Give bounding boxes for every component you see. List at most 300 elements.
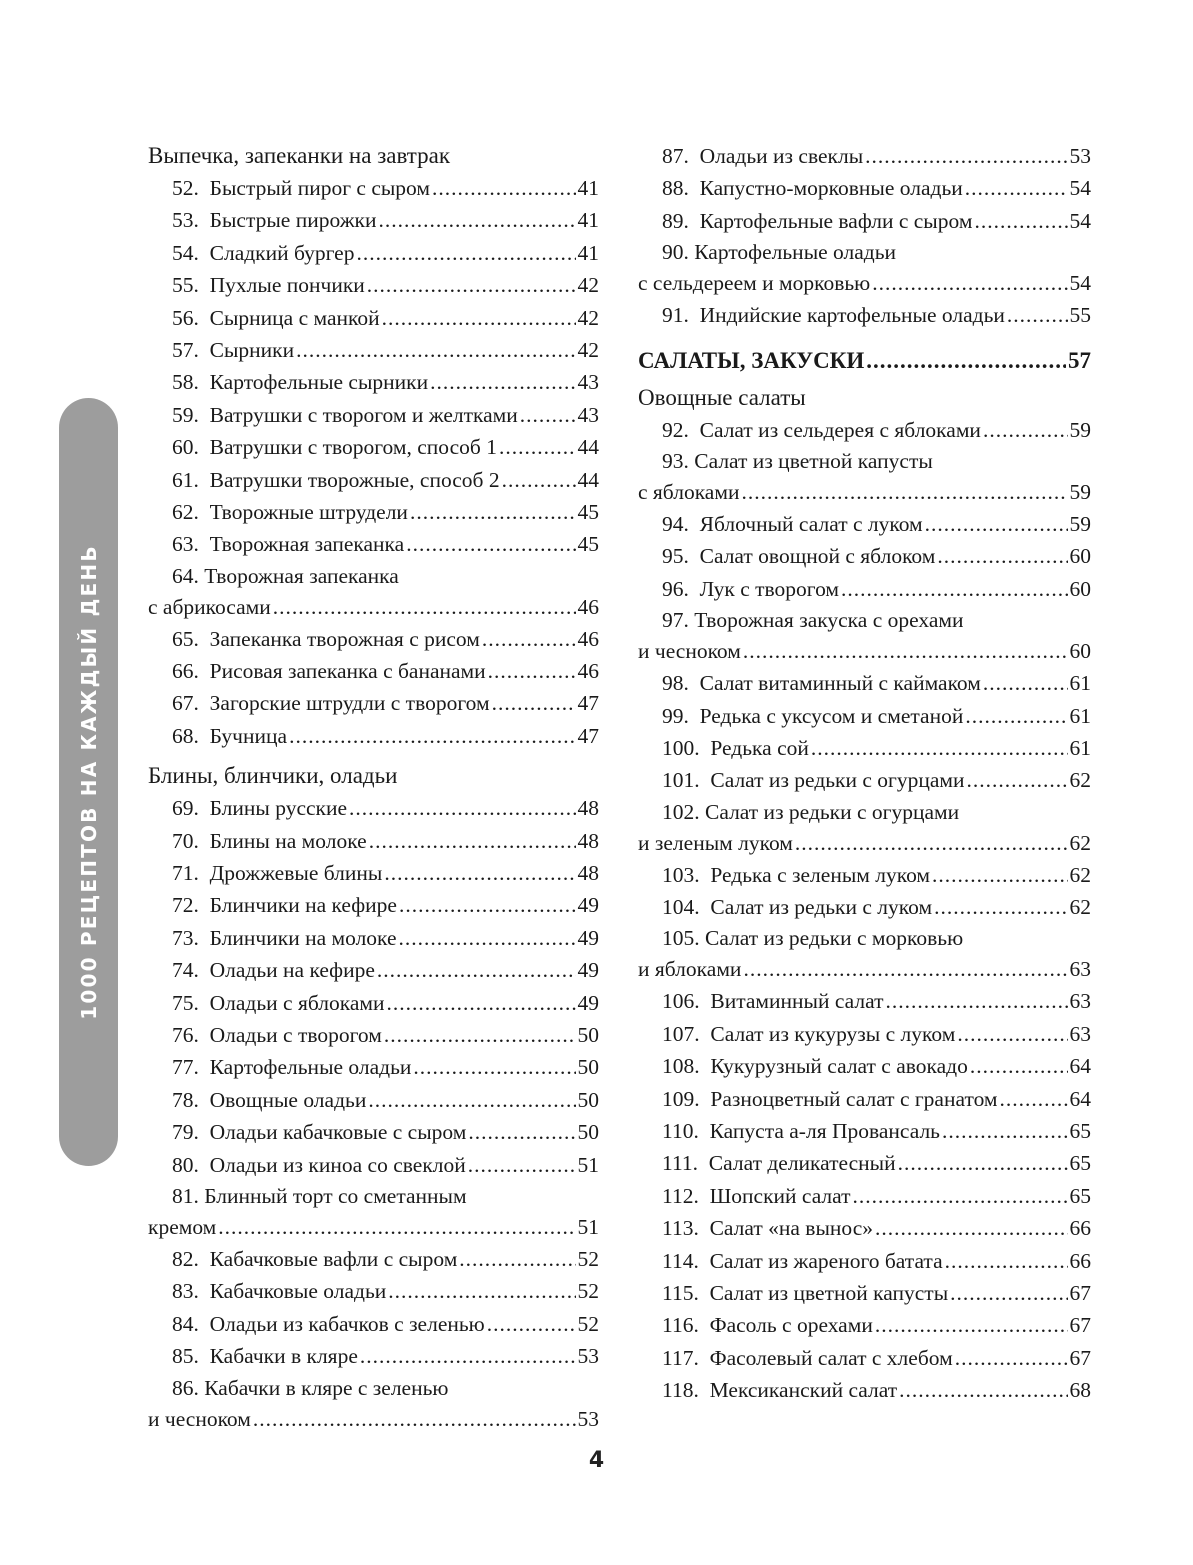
toc-entry[interactable] <box>638 299 1091 331</box>
entry-page: 63 <box>1069 1021 1091 1046</box>
entry-number: 58. <box>172 370 199 395</box>
entry-title: Быстрые пирожки <box>209 208 377 233</box>
entry-page: 54 <box>1069 208 1091 233</box>
entry-page: 54 <box>1069 271 1091 296</box>
entry-number: 102. <box>662 799 700 824</box>
entry-title: Салат из сельдерея с яблоками <box>699 417 981 442</box>
entry-page: 61 <box>1069 703 1091 728</box>
leader-dots <box>950 1277 1067 1309</box>
leader-dots <box>955 1342 1068 1374</box>
entry-page: 59 <box>1069 479 1091 504</box>
entry-page: 46 <box>577 594 599 619</box>
entry-page: 67 <box>1069 1345 1091 1370</box>
side-tab <box>59 398 118 1166</box>
entry-number: 67. <box>172 691 199 716</box>
toc-entry[interactable] <box>148 269 599 301</box>
toc-entry[interactable] <box>638 985 1091 1017</box>
entry-title: Салат из жареного батата <box>709 1248 943 1273</box>
toc-entry[interactable] <box>148 172 599 204</box>
entry-number: 110. <box>662 1119 699 1144</box>
entry-number: 104. <box>662 895 700 920</box>
leader-dots <box>482 623 576 655</box>
entry-title: Блины на молоке <box>209 828 367 853</box>
leader-dots <box>432 172 576 204</box>
entry-number: 63. <box>172 532 199 557</box>
leader-dots <box>886 985 1068 1017</box>
entry-number: 65. <box>172 626 199 651</box>
entry-number: 118. <box>662 1378 699 1403</box>
entry-title: Картофельные вафли с сыром <box>699 208 973 233</box>
toc-entry[interactable] <box>638 205 1091 237</box>
toc-entry[interactable] <box>148 399 599 431</box>
toc-entry[interactable] <box>148 1308 599 1340</box>
chapter-heading[interactable] <box>638 342 1091 380</box>
toc-entry[interactable] <box>638 1245 1091 1277</box>
leader-dots <box>296 334 575 366</box>
toc-entry[interactable] <box>148 302 599 334</box>
entry-title: Яблочный салат с луком <box>699 511 923 536</box>
entry-title: Шопский салат <box>709 1183 851 1208</box>
entry-page: 55 <box>1069 303 1091 328</box>
toc-entry[interactable] <box>148 954 599 986</box>
entry-title: Редька сой <box>710 735 809 760</box>
entry-title-line-2: кремом <box>148 1214 217 1239</box>
entry-page: 42 <box>577 337 599 362</box>
leader-dots <box>865 140 1067 172</box>
entry-number: 71. <box>172 861 199 886</box>
entry-title-line-2: с сельдереем и морковью <box>638 271 871 296</box>
entry-number: 60. <box>172 435 199 460</box>
entry-title: Салат деликатесный <box>708 1151 896 1176</box>
leader-dots <box>932 859 1067 891</box>
leader-dots <box>289 720 575 752</box>
leader-dots <box>983 667 1068 699</box>
entry-title: Оладьи с яблоками <box>209 990 385 1015</box>
leader-dots <box>853 1180 1068 1212</box>
toc-entry[interactable] <box>148 857 599 889</box>
leader-dots <box>488 655 576 687</box>
entry-page: 65 <box>1069 1151 1091 1176</box>
entry-title: Ватрушки творожные, способ 2 <box>209 467 500 492</box>
entry-number: 83. <box>172 1279 199 1304</box>
entry-page: 44 <box>577 467 599 492</box>
toc-entry[interactable] <box>638 1342 1091 1374</box>
entry-number: 68. <box>172 723 199 748</box>
chapter-page: 57 <box>1068 347 1091 373</box>
toc-entry[interactable] <box>638 172 1091 204</box>
entry-page: 47 <box>577 691 599 716</box>
entry-title-line-1: Салат из редьки с морковью <box>705 926 964 951</box>
toc-entry[interactable] <box>638 1147 1091 1179</box>
entry-title-line-1: Салат из цветной капусты <box>694 448 933 473</box>
entry-number: 96. <box>662 576 689 601</box>
entry-number: 90. <box>662 240 689 265</box>
entry-page: 46 <box>577 626 599 651</box>
entry-number: 55. <box>172 273 199 298</box>
entry-page: 59 <box>1069 511 1091 536</box>
entry-number: 72. <box>172 893 199 918</box>
entry-page: 62 <box>1069 768 1091 793</box>
entry-title-line-1: Картофельные оладьи <box>694 240 897 265</box>
entry-title: Овощные оладьи <box>209 1087 367 1112</box>
toc-entry[interactable] <box>148 1275 599 1307</box>
entry-number: 101. <box>662 768 700 793</box>
entry-title: Творожная запеканка <box>209 532 405 557</box>
entry-number: 78. <box>172 1087 199 1112</box>
entry-line-1 <box>172 1181 599 1212</box>
leader-dots <box>899 1374 1067 1406</box>
entry-page: 41 <box>577 240 599 265</box>
leader-dots <box>983 414 1068 446</box>
entry-page: 59 <box>1069 417 1091 442</box>
entry-page: 52 <box>577 1311 599 1336</box>
toc-entry[interactable] <box>638 1212 1091 1244</box>
entry-number: 85. <box>172 1344 199 1369</box>
leader-dots <box>367 269 576 301</box>
entry-number: 74. <box>172 958 199 983</box>
entry-title: Редька с уксусом и сметаной <box>699 703 964 728</box>
entry-page: 63 <box>1069 989 1091 1014</box>
leader-dots <box>957 1018 1067 1050</box>
toc-entry[interactable] <box>638 508 1091 540</box>
entry-title: Сырница с манкой <box>209 305 380 330</box>
entry-title: Салат из кукурузы с луком <box>710 1021 956 1046</box>
leader-dots <box>382 302 576 334</box>
leader-dots <box>399 922 576 954</box>
entry-title: Салат из редьки с луком <box>710 895 933 920</box>
toc-entry[interactable] <box>148 1340 599 1372</box>
entry-number: 111. <box>662 1151 699 1176</box>
leader-dots <box>795 828 1068 859</box>
entry-number: 61. <box>172 467 199 492</box>
entry-number: 98. <box>662 671 689 696</box>
entry-line-2 <box>638 636 1091 667</box>
leader-dots <box>406 528 575 560</box>
toc-entry[interactable] <box>148 655 599 687</box>
leader-dots <box>468 1116 575 1148</box>
toc-entry[interactable] <box>638 700 1091 732</box>
entry-title: Блинчики на молоке <box>209 925 397 950</box>
toc-entry[interactable] <box>638 414 1091 446</box>
toc-entry[interactable] <box>638 764 1091 796</box>
toc-entry[interactable] <box>148 561 599 623</box>
leader-dots <box>965 700 1067 732</box>
entry-page: 49 <box>577 893 599 918</box>
entry-page: 50 <box>577 1087 599 1112</box>
entry-page: 41 <box>577 176 599 200</box>
toc-entry[interactable] <box>148 922 599 954</box>
entry-title-line-1: Салат из редьки с огурцами <box>705 799 960 824</box>
toc-entry[interactable] <box>148 889 599 921</box>
entry-number: 80. <box>172 1152 199 1177</box>
leader-dots <box>945 1245 1068 1277</box>
toc-entry[interactable] <box>638 540 1091 572</box>
leader-dots <box>970 1050 1068 1082</box>
entry-title: Ватрушки с творогом, способ 1 <box>209 435 497 460</box>
leader-dots <box>410 496 576 528</box>
toc-list <box>638 414 1091 1407</box>
entry-line-1 <box>172 1373 599 1404</box>
toc-entry[interactable] <box>638 1083 1091 1115</box>
section-title: Блины, блинчики, оладьи <box>148 763 398 789</box>
entry-page: 43 <box>577 402 599 427</box>
toc-list <box>638 140 1091 332</box>
entry-title-line-2: с абрикосами <box>148 594 271 619</box>
toc-entry[interactable] <box>148 792 599 824</box>
entry-title: Салат овощной с яблоком <box>699 544 936 569</box>
toc-entry[interactable] <box>148 623 599 655</box>
entry-number: 103. <box>662 862 700 887</box>
entry-title: Оладьи из свеклы <box>699 144 864 168</box>
toc-entry[interactable] <box>638 859 1091 891</box>
entry-line-1 <box>662 797 1091 828</box>
entry-number: 105. <box>662 926 700 951</box>
entry-page: 63 <box>1069 957 1091 982</box>
toc-entry[interactable] <box>638 1180 1091 1212</box>
leader-dots <box>368 1084 575 1116</box>
entry-title-line-1: Творожная запеканка <box>204 563 399 588</box>
leader-dots <box>743 636 1068 667</box>
entry-line-2 <box>148 1404 599 1435</box>
entry-number: 79. <box>172 1120 199 1145</box>
toc-entry[interactable] <box>638 1050 1091 1082</box>
leader-dots <box>387 987 576 1019</box>
leader-dots <box>384 1019 576 1051</box>
entry-title: Дрожжевые блины <box>209 861 383 886</box>
toc-entry[interactable] <box>148 687 599 719</box>
toc-entry[interactable] <box>148 464 599 496</box>
toc-entry[interactable] <box>148 334 599 366</box>
leader-dots <box>468 1149 576 1181</box>
toc-entry[interactable] <box>148 204 599 236</box>
entry-page: 47 <box>577 723 599 748</box>
toc-entry[interactable] <box>638 573 1091 605</box>
entry-line-1 <box>662 923 1091 954</box>
entry-number: 117. <box>662 1345 699 1370</box>
entry-page: 46 <box>577 659 599 684</box>
toc-entry[interactable] <box>148 987 599 1019</box>
entry-page: 45 <box>577 532 599 557</box>
entry-title: Капустно-морковные оладьи <box>699 176 963 201</box>
entry-page: 49 <box>577 958 599 983</box>
leader-dots <box>218 1212 575 1243</box>
toc-entry[interactable] <box>148 1181 599 1243</box>
entry-page: 48 <box>577 861 599 886</box>
entry-number: 107. <box>662 1021 700 1046</box>
entry-title: Запеканка творожная с рисом <box>209 626 480 651</box>
toc-entry[interactable] <box>148 1149 599 1181</box>
entry-number: 108. <box>662 1054 700 1079</box>
entry-title: Ватрушки с творогом и желтками <box>209 402 518 427</box>
toc-entry[interactable] <box>638 923 1091 985</box>
entry-title: Пухлые пончики <box>209 273 365 298</box>
toc-list <box>148 172 599 752</box>
toc-entry[interactable] <box>148 528 599 560</box>
leader-dots <box>430 366 575 398</box>
entry-page: 52 <box>577 1246 599 1271</box>
toc-entry[interactable] <box>638 797 1091 859</box>
leader-dots <box>965 172 1068 204</box>
entry-line-2 <box>638 954 1091 985</box>
entry-number: 94. <box>662 511 689 536</box>
toc-entry[interactable] <box>148 237 599 269</box>
entry-number: 82. <box>172 1246 199 1271</box>
page-number: 4 <box>588 1448 605 1473</box>
entry-number: 81. <box>172 1183 199 1208</box>
leader-dots <box>273 592 576 623</box>
entry-page: 67 <box>1069 1280 1091 1305</box>
entry-number: 77. <box>172 1055 199 1080</box>
entry-number: 56. <box>172 305 199 330</box>
leader-dots <box>520 399 576 431</box>
entry-number: 92. <box>662 417 689 442</box>
entry-number: 66. <box>172 659 199 684</box>
toc-entry[interactable] <box>638 732 1091 764</box>
entry-line-2 <box>638 828 1091 859</box>
entry-title: Индийские картофельные оладьи <box>699 303 1005 328</box>
entry-number: 89. <box>662 208 689 233</box>
entry-title-line-2: с яблоками <box>638 479 740 504</box>
toc-entry[interactable] <box>148 1084 599 1116</box>
entry-page: 45 <box>577 499 599 524</box>
toc-entry[interactable] <box>148 1243 599 1275</box>
entry-title: Фасолевый салат с хлебом <box>709 1345 953 1370</box>
leader-dots <box>253 1404 576 1435</box>
entry-line-2 <box>638 477 1091 508</box>
leader-dots <box>934 891 1067 923</box>
entry-title-line-2: и чесноком <box>148 1406 251 1431</box>
entry-line-1 <box>172 561 599 592</box>
leader-dots <box>349 792 575 824</box>
entry-line-2 <box>638 268 1091 299</box>
entry-title: Загорские штрудли с творогом <box>209 691 490 716</box>
toc-entry[interactable] <box>148 1116 599 1148</box>
entry-number: 87. <box>662 144 689 168</box>
entry-title: Салат из редьки с огурцами <box>710 768 965 793</box>
entry-page: 43 <box>577 370 599 395</box>
entry-title: Оладьи с творогом <box>209 1022 382 1047</box>
toc-entry[interactable] <box>638 237 1091 299</box>
entry-page: 62 <box>1069 895 1091 920</box>
entry-page: 52 <box>577 1279 599 1304</box>
leader-dots <box>811 732 1068 764</box>
leader-dots <box>502 464 576 496</box>
entry-title: Кабачковые оладьи <box>209 1279 387 1304</box>
side-tab-label: 1000 РЕЦЕПТОВ НА КАЖДЫЙ ДЕНЬ <box>76 544 101 1020</box>
leader-dots <box>741 477 1067 508</box>
entry-number: 75. <box>172 990 199 1015</box>
toc-entry[interactable] <box>638 605 1091 667</box>
entry-number: 54. <box>172 240 199 265</box>
toc-entry[interactable] <box>638 1309 1091 1341</box>
entry-title: Салат витаминный с каймаком <box>699 671 981 696</box>
entry-title: Блины русские <box>209 796 348 821</box>
entry-title-line-1: Кабачки в кляре с зеленью <box>204 1375 449 1400</box>
entry-title-line-1: Творожная закуска с орехами <box>694 608 964 633</box>
leader-dots <box>413 1051 575 1083</box>
entry-page: 53 <box>577 1344 599 1369</box>
entry-page: 61 <box>1069 735 1091 760</box>
entry-title: Оладьи кабачковые с сыром <box>209 1120 467 1145</box>
entry-number: 109. <box>662 1086 700 1111</box>
toc-entry[interactable] <box>638 1018 1091 1050</box>
entry-number: 53. <box>172 208 199 233</box>
leader-dots <box>379 204 576 236</box>
entry-number: 106. <box>662 989 700 1014</box>
toc-entry[interactable] <box>148 366 599 398</box>
toc-entry[interactable] <box>148 431 599 463</box>
entry-number: 76. <box>172 1022 199 1047</box>
toc-entry[interactable] <box>638 1115 1091 1147</box>
entry-number: 100. <box>662 735 700 760</box>
entry-title: Редька с зеленым луком <box>710 862 931 887</box>
entry-page: 60 <box>1069 576 1091 601</box>
leader-dots <box>942 1115 1068 1147</box>
entry-number: 64. <box>172 563 199 588</box>
entry-title-line-2: и яблоками <box>638 957 742 982</box>
leader-dots <box>384 857 575 889</box>
entry-number: 95. <box>662 544 689 569</box>
entry-number: 97. <box>662 608 689 633</box>
entry-number: 70. <box>172 828 199 853</box>
toc-entry[interactable] <box>638 446 1091 508</box>
toc-entry[interactable] <box>638 140 1091 172</box>
leader-dots <box>388 1275 575 1307</box>
toc-entry[interactable] <box>638 1374 1091 1406</box>
toc-entry[interactable] <box>638 891 1091 923</box>
entry-title-line-2: и чесноком <box>638 639 741 664</box>
entry-line-1 <box>662 446 1091 477</box>
toc-entry[interactable] <box>638 667 1091 699</box>
entry-page: 50 <box>577 1120 599 1145</box>
entry-title: Кабачки в кляре <box>209 1344 358 1369</box>
leader-dots <box>356 237 575 269</box>
entry-page: 49 <box>577 990 599 1015</box>
leader-dots <box>875 1309 1068 1341</box>
entry-number: 62. <box>172 499 199 524</box>
toc-entry[interactable] <box>148 1019 599 1051</box>
entry-number: 86. <box>172 1375 199 1400</box>
entry-page: 61 <box>1069 671 1091 696</box>
toc-entry[interactable] <box>148 496 599 528</box>
section-title: Овощные салаты <box>638 384 806 410</box>
entry-page: 50 <box>577 1055 599 1080</box>
entry-page: 65 <box>1069 1119 1091 1144</box>
entry-number: 84. <box>172 1311 199 1336</box>
toc-entry[interactable] <box>148 1051 599 1083</box>
toc-entry[interactable] <box>148 1373 599 1435</box>
leader-dots <box>841 573 1067 605</box>
toc-entry[interactable] <box>148 825 599 857</box>
entry-line-2 <box>148 592 599 623</box>
leader-dots <box>377 954 576 986</box>
leader-dots <box>872 268 1067 299</box>
entry-page: 51 <box>577 1214 599 1239</box>
entry-title: Кабачковые вафли с сыром <box>209 1246 458 1271</box>
entry-page: 49 <box>577 925 599 950</box>
toc-entry[interactable] <box>148 720 599 752</box>
entry-title: Мексиканский салат <box>709 1378 898 1403</box>
entry-title: Оладьи из киноа со свеклой <box>209 1152 466 1177</box>
entry-title: Фасоль с орехами <box>709 1313 873 1338</box>
toc-entry[interactable] <box>638 1277 1091 1309</box>
entry-page: 48 <box>577 828 599 853</box>
entry-line-1 <box>662 605 1091 636</box>
entry-number: 116. <box>662 1313 699 1338</box>
entry-title: Капуста а-ля Провансаль <box>709 1119 940 1144</box>
entry-number: 59. <box>172 402 199 427</box>
entry-page: 53 <box>1069 144 1091 168</box>
